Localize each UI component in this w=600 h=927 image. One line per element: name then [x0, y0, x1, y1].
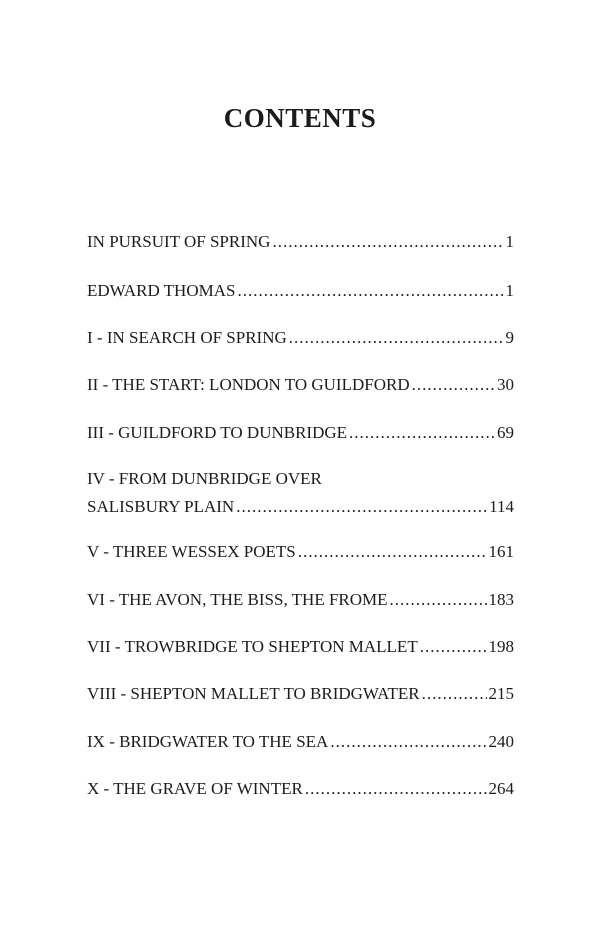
toc-entry[interactable] — [87, 540, 514, 564]
toc-entry[interactable] — [87, 373, 514, 397]
toc-entry-title: I - IN SEARCH OF SPRING — [87, 328, 287, 347]
toc-entry[interactable] — [87, 421, 514, 445]
dot-leader — [420, 635, 487, 659]
dot-leader — [349, 421, 495, 445]
toc-entry-page: 215 — [488, 684, 514, 703]
toc-entry-title: EDWARD THOMAS — [87, 281, 236, 300]
toc-entry[interactable] — [87, 777, 514, 801]
toc-entry-page: 9 — [505, 328, 514, 347]
toc-entry-page: 69 — [497, 423, 514, 442]
dot-leader — [236, 495, 487, 519]
toc-entry[interactable] — [87, 467, 514, 519]
toc-entry-title: II - THE START: LONDON TO GUILDFORD — [87, 375, 410, 394]
toc-entry-page: 240 — [488, 732, 514, 751]
toc-entry-page: 183 — [488, 590, 514, 609]
toc-entry-title: VII - TROWBRIDGE TO SHEPTON MALLET — [87, 637, 418, 656]
toc-entry-title: VIII - SHEPTON MALLET TO BRIDGWATER — [87, 684, 420, 703]
toc-entry[interactable] — [87, 682, 514, 706]
toc-entry-page: 114 — [489, 497, 514, 516]
dot-leader — [412, 373, 495, 397]
toc-entry[interactable] — [87, 279, 514, 303]
toc-entry-title: III - GUILDFORD TO DUNBRIDGE — [87, 423, 348, 442]
toc-entry-title: X - THE GRAVE OF WINTER — [87, 779, 303, 798]
toc-entry-title: V - THREE WESSEX POETS — [87, 542, 296, 561]
toc-entry-title: IX - BRIDGWATER TO THE SEA — [87, 732, 329, 751]
toc-entry-page: 1 — [505, 232, 514, 251]
dot-leader — [237, 279, 503, 303]
toc-entry[interactable] — [87, 326, 514, 350]
toc-entry-page: 264 — [488, 779, 514, 798]
toc-entry-title: VI - THE AVON, THE BISS, THE FROME — [87, 590, 388, 609]
dot-leader — [390, 588, 487, 612]
toc-entry-title: SALISBURY PLAIN — [87, 497, 235, 516]
toc-entry-page: 198 — [488, 637, 514, 656]
dot-leader — [298, 540, 487, 564]
toc-entry-page: 161 — [488, 542, 514, 561]
page-title: CONTENTS — [223, 103, 377, 133]
dot-leader — [289, 326, 504, 350]
toc-entry[interactable] — [87, 588, 514, 612]
dot-leader — [330, 730, 486, 754]
toc-entry-page: 1 — [505, 281, 514, 300]
toc-entry-title-line1: IV - FROM DUNBRIDGE OVER — [87, 469, 322, 488]
toc-entry-page: 30 — [497, 375, 514, 394]
dot-leader — [272, 230, 503, 254]
dot-leader — [305, 777, 487, 801]
dot-leader — [422, 682, 487, 706]
toc-entry[interactable] — [87, 730, 514, 754]
toc-entry-title: IN PURSUIT OF SPRING — [87, 232, 271, 251]
toc-entry[interactable] — [87, 635, 514, 659]
toc-entry[interactable] — [87, 230, 514, 254]
